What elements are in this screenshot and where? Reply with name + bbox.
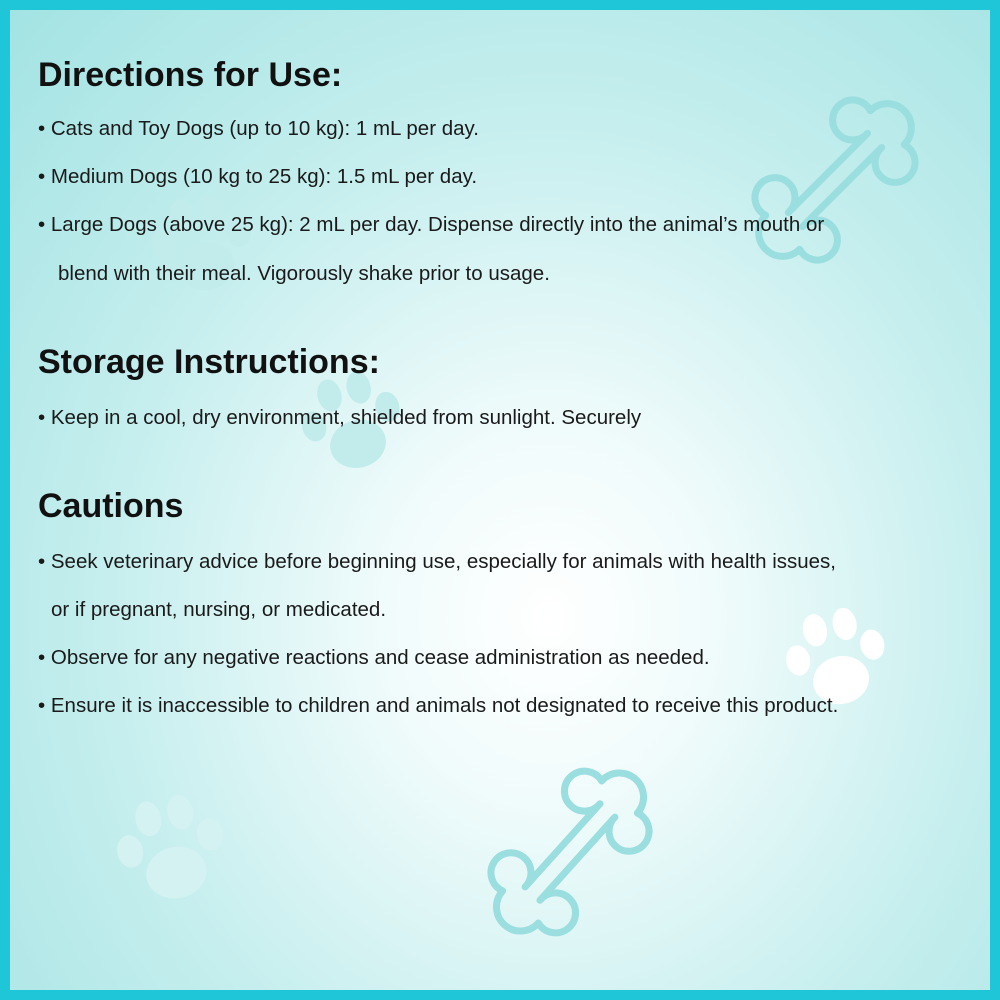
directions-line-large-cont: blend with their meal. Vigorously shake prior to usage. xyxy=(58,262,550,285)
directions-heading: Directions for Use: xyxy=(38,56,343,94)
storage-heading: Storage Instructions: xyxy=(38,343,380,381)
directions-line-medium: • Medium Dogs (10 kg to 25 kg): 1.5 mL per day. xyxy=(38,165,478,188)
paw-print-icon xyxy=(138,182,268,312)
cautions-heading: Cautions xyxy=(38,487,184,525)
paw-print-icon xyxy=(102,782,242,922)
storage-line: • Keep in a cool, dry environment, shielded from sunlight. Securely xyxy=(38,406,642,429)
directions-line-cats: • Cats and Toy Dogs (up to 10 kg): 1 mL per day. xyxy=(38,117,479,140)
cautions-line-vet: • Seek veterinary advice before beginning use, especially for animals with health issues, xyxy=(38,550,836,573)
directions-line-large: • Large Dogs (above 25 kg): 2 mL per day. Dispense directly into the animal’s mouth or xyxy=(38,213,825,236)
bone-icon xyxy=(745,90,925,270)
cautions-line-vet-cont: or if pregnant, nursing, or medicated. xyxy=(51,598,387,621)
bone-icon xyxy=(480,762,660,942)
cautions-line-observe: • Observe for any negative reactions and cease administration as needed. xyxy=(38,646,710,669)
cautions-line-children: • Ensure it is inaccessible to children and animals not designated to receive this product. xyxy=(38,694,839,717)
